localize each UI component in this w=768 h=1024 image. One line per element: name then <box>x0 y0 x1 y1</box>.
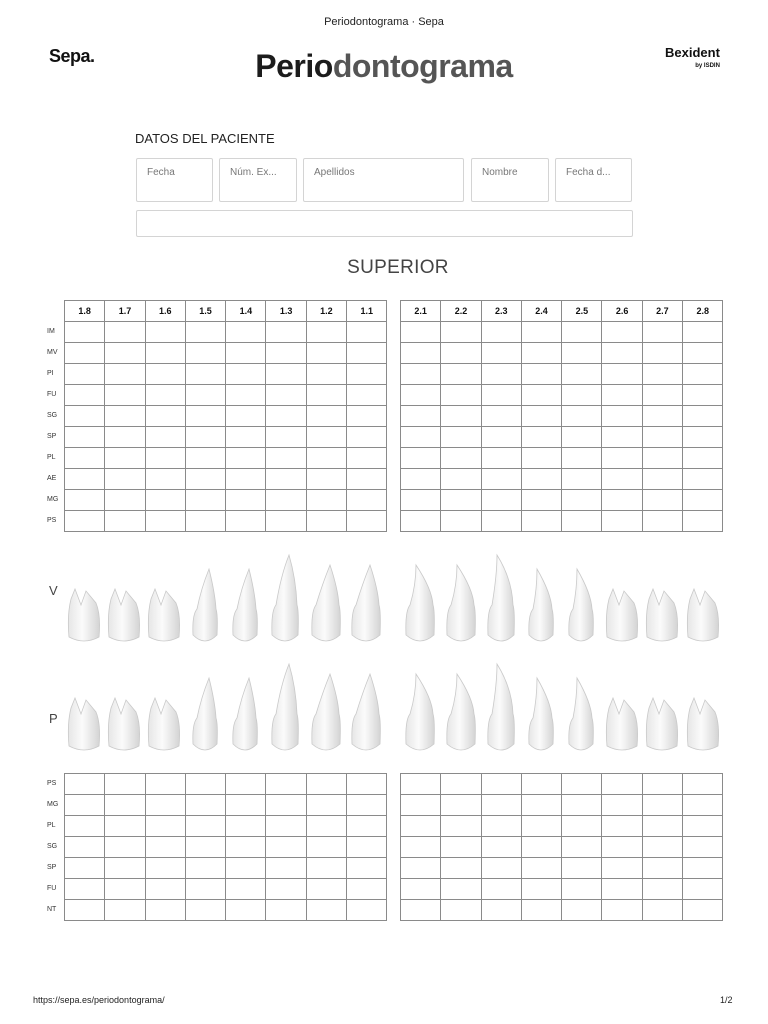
palatal-row-label: FU <box>47 885 57 892</box>
tooth-number-header: 1.5 <box>185 301 225 322</box>
sepa-logo: Sepa. <box>49 46 95 66</box>
tooth-number-header: 2.2 <box>441 301 481 322</box>
vestibular-row-label: MG <box>47 496 59 503</box>
vestibular-row-label: IM <box>47 328 55 335</box>
tooth-illustration <box>646 698 677 750</box>
tooth-illustration <box>646 589 677 641</box>
tooth-illustration <box>606 589 637 641</box>
vestibular-label: V <box>49 583 58 598</box>
tooth-number-header: 2.7 <box>642 301 682 322</box>
date-field-label: Fecha <box>147 167 175 178</box>
tooth-number-header: 1.3 <box>266 301 306 322</box>
tooth-illustration <box>108 698 139 750</box>
tooth-illustration <box>529 678 554 750</box>
tooth-illustration <box>233 678 258 750</box>
bexident-brand: Bexident <box>665 45 720 60</box>
tooth-number-header: 2.5 <box>562 301 602 322</box>
tooth-number-header: 1.8 <box>65 301 105 322</box>
tooth-illustration <box>488 555 514 641</box>
palatal-row-label: PS <box>47 780 57 787</box>
title-part-2: dontograma <box>332 48 513 84</box>
tooth-illustration <box>312 565 341 641</box>
tooth-illustration <box>447 565 476 641</box>
tooth-illustration <box>148 698 179 750</box>
tooth-illustration <box>406 674 435 750</box>
tooth-number-header: 1.1 <box>347 301 387 322</box>
palatal-row-label: MG <box>47 801 59 808</box>
tooth-illustration <box>447 674 476 750</box>
palatal-label: P <box>49 711 58 726</box>
tooth-number-header: 2.6 <box>602 301 642 322</box>
patient-section-label: DATOS DEL PACIENTE <box>135 131 275 146</box>
vestibular-teeth-row <box>68 555 718 641</box>
tooth-illustration <box>687 589 718 641</box>
title-part-1: Perio <box>255 48 333 84</box>
tooth-illustration <box>233 569 258 641</box>
vestibular-row-label: MV <box>47 349 58 356</box>
vestibular-row-label: FU <box>47 391 57 398</box>
tooth-illustration <box>488 664 514 750</box>
tooth-number-header: 2.1 <box>401 301 441 322</box>
tooth-illustration <box>352 674 381 750</box>
tooth-number-header: 2.3 <box>481 301 521 322</box>
tooth-number-header: 2.8 <box>683 301 723 322</box>
tooth-number-header: 2.4 <box>521 301 561 322</box>
footer-url[interactable]: https://sepa.es/periodontograma/ <box>33 995 165 1005</box>
vestibular-row-label: PL <box>47 454 56 461</box>
tooth-illustration <box>193 569 218 641</box>
birthdate-field-label: Fecha d... <box>566 167 611 178</box>
tooth-illustration <box>272 664 299 750</box>
vestibular-row-label: AE <box>47 475 57 482</box>
footer-page-number: 1/2 <box>720 995 733 1005</box>
tooth-illustration <box>529 569 554 641</box>
tooth-number-header: 1.2 <box>306 301 346 322</box>
tooth-illustration <box>68 698 99 750</box>
vestibular-row-label: PS <box>47 517 57 524</box>
palatal-row-label: SP <box>47 864 57 871</box>
tooth-illustration <box>406 565 435 641</box>
tooth-illustration <box>312 674 341 750</box>
tooth-illustration <box>272 555 299 641</box>
tooth-number-header: 1.6 <box>145 301 185 322</box>
name-field-label: Nombre <box>482 167 518 178</box>
vestibular-row-label: SP <box>47 433 57 440</box>
tooth-illustration <box>193 678 218 750</box>
palatal-teeth-row <box>68 664 718 750</box>
palatal-row-label: SG <box>47 843 58 850</box>
tooth-illustration <box>108 589 139 641</box>
tooth-illustration <box>352 565 381 641</box>
tooth-illustration <box>606 698 637 750</box>
tooth-number-header: 1.4 <box>226 301 266 322</box>
palatal-row-label: NT <box>47 906 57 913</box>
vestibular-row-label: SG <box>47 412 58 419</box>
tooth-illustration <box>68 589 99 641</box>
tooth-illustration <box>569 678 594 750</box>
arch-title: SUPERIOR <box>347 257 449 278</box>
bexident-sub: by ISDIN <box>695 63 720 69</box>
palatal-row-label: PL <box>47 822 56 829</box>
exam-number-field-label: Núm. Ex... <box>230 167 277 178</box>
tooth-illustration <box>687 698 718 750</box>
tooth-illustration <box>148 589 179 641</box>
tooth-number-header: 1.7 <box>105 301 145 322</box>
vestibular-row-label: PI <box>47 370 54 377</box>
surname-field-label: Apellidos <box>314 167 355 178</box>
tooth-illustration <box>569 569 594 641</box>
page-header: Periodontograma · Sepa <box>324 16 444 28</box>
